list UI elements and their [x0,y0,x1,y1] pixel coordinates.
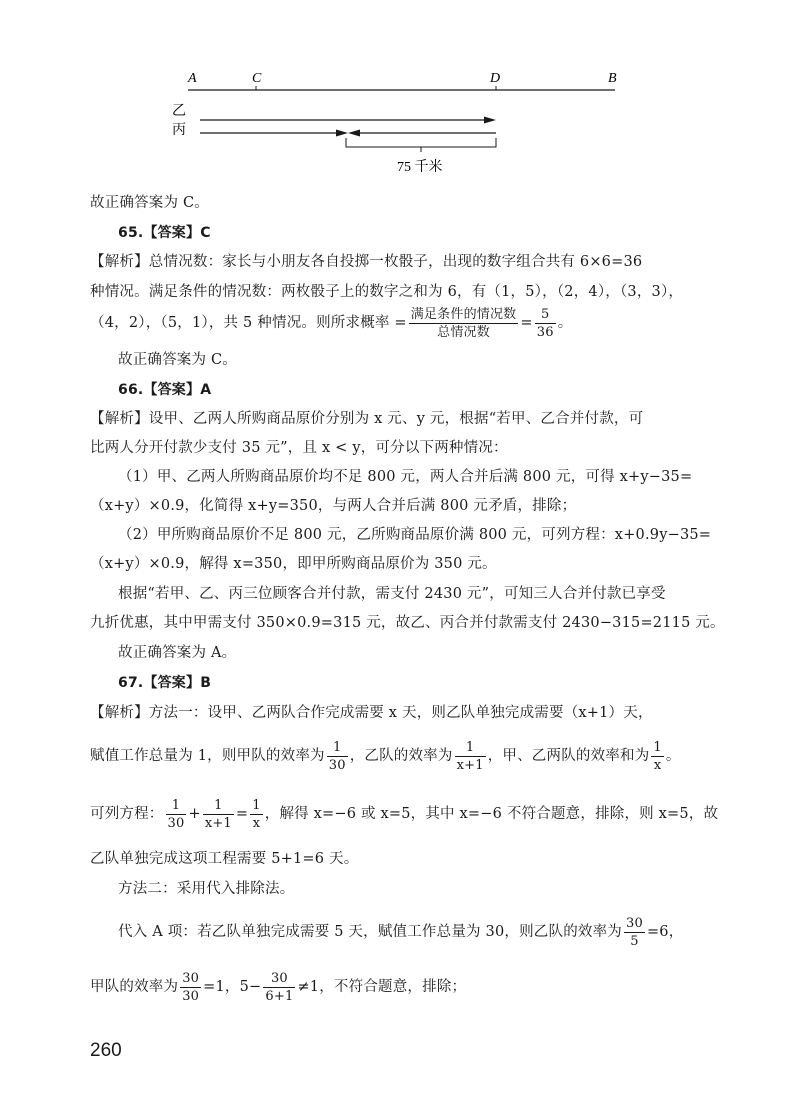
analysis-65-line2: 种情况。满足条件的情况数：两枚骰子上的数字之和为 6，有（1，5），（2，4），（3，3）， [90,284,684,300]
conclusion-64: 故正确答案为 C。 [90,195,210,211]
analysis-65-line1: 【解析】总情况数：家长与小朋友各自投掷一枚骰子，出现的数字组合共有 6×6=36 [90,254,643,270]
analysis-66-case2-line1: （2）甲所购商品原价不足 800 元，乙所购商品原价满 800 元，可列方程：x+0.9y−35= [118,527,712,543]
method-two-heading: 方法二：采用代入排除法。 [118,881,295,897]
distance-bracket [346,138,496,147]
analysis-67-line3: 可列方程： $\frac{1}{30}$ + $\frac{1}{x+1}$ = $\frac{1}{x}$ ，解得 x=−6 或 x=5，其中 x=−6 不符合题意，排除，则 x=5，故 [90,797,719,831]
analysis-66-line8: 九折优惠，其中甲需支付 350×0.9=315 元，故乙、丙合并付款需支付 2430−315=2115 元。 [90,615,725,631]
analysis-66-line1: 【解析】设甲、乙两人所购商品原价分别为 x 元、y 元，根据“若甲、乙合并付款，可 [90,411,644,427]
label-d: D [490,72,501,86]
analysis-67-line2: 赋值工作总量为 1，则甲队的效率为 $\frac{1}{30}$ ，乙队的效率为 $\frac{1}{x+1}$ ，甲、乙两队的效率和为 $\frac{1}{x}$ 。 [90,739,681,773]
method-two-line1: 代入 A 项：若乙队单独完成需要 5 天，赋值工作总量为 30，则乙队的效率为 $\frac{30}{5}$ =6， [118,915,684,949]
equation-fraction-1: $\frac{1}{30}$ [167,797,185,831]
equation-fraction-3: $\frac{1}{x}$ [252,797,261,831]
conclusion-65: 故正确答案为 C。 [118,352,238,368]
label-b: B [608,72,617,86]
answer-65-heading: 65.【答案】C [118,225,211,241]
answer-67-heading: 67.【答案】B [118,675,212,691]
analysis-67-line4: 乙队单独完成这项工程需要 5+1=6 天。 [90,851,359,867]
fraction-1-x: $\frac{1}{x}$ [653,739,662,773]
analysis-66-case1-line2: （x+y）×0.9，化简得 x+y=350，与两人合并后满 800 元矛盾，排除； [90,498,577,514]
fraction-30-5: $\frac{30}{5}$ [626,915,643,949]
fraction-probability: $\frac{\text{满足条件的情况数}}{\text{总情况数}}$ [410,306,517,340]
answer-66-heading: 66.【答案】A [118,382,212,398]
arrow-bing-forward-head [336,130,348,137]
label-a: A [188,72,197,86]
fraction-1-x-plus-1: $\frac{1}{x+1}$ [456,739,484,773]
analysis-65-line3: （4，2），（5，1），共 5 种情况。则所求概率 = $\frac{\text{满足条件的情况数}}{\text{总情况数}}$ = $\frac{5}{36}$ 。 [90,306,573,340]
fraction-30-7: $\frac{30}{6+1}$ [265,970,294,1004]
arrow-yi-head [484,117,496,124]
fraction-30-30: $\frac{30}{30}$ [182,970,200,1004]
analysis-66-case2-line2: （x+y）×0.9，解得 x=350，即甲所购商品原价为 350 元。 [90,556,497,572]
fraction-5-36: $\frac{5}{36}$ [536,306,554,340]
arrow-bing-back-head [348,130,360,137]
label-yi: 乙 [172,104,186,119]
analysis-66-line7: 根据“若甲、乙、丙三位顾客合并付款，需支付 2430 元”，可知三人合并付款已享受 [118,586,666,602]
analysis-67-line1: 【解析】方法一：设甲、乙两队合作完成需要 x 天，则乙队单独完成需要（x+1）天， [90,705,653,721]
conclusion-66: 故正确答案为 A。 [118,645,237,661]
analysis-66-case1-line1: （1）甲、乙两人所购商品原价均不足 800 元，两人合并后满 800 元，可得 x+y−35= [118,469,693,485]
equation-fraction-2: $\frac{1}{x+1}$ [204,797,232,831]
method-two-line2: 甲队的效率为 $\frac{30}{30}$ =1，5− $\frac{30}{6+1}$ ≠1，不符合题意，排除； [90,970,467,1004]
label-bing: 丙 [172,123,186,138]
fraction-1-30: $\frac{1}{30}$ [328,739,346,773]
label-c: C [252,72,262,86]
distance-label: 75 千米 [397,160,443,175]
page-number: 260 [90,1040,122,1061]
route-diagram [160,72,630,182]
analysis-66-line2: 比两人分开付款少支付 35 元”，且 x < y，可分以下两种情况： [90,440,508,456]
